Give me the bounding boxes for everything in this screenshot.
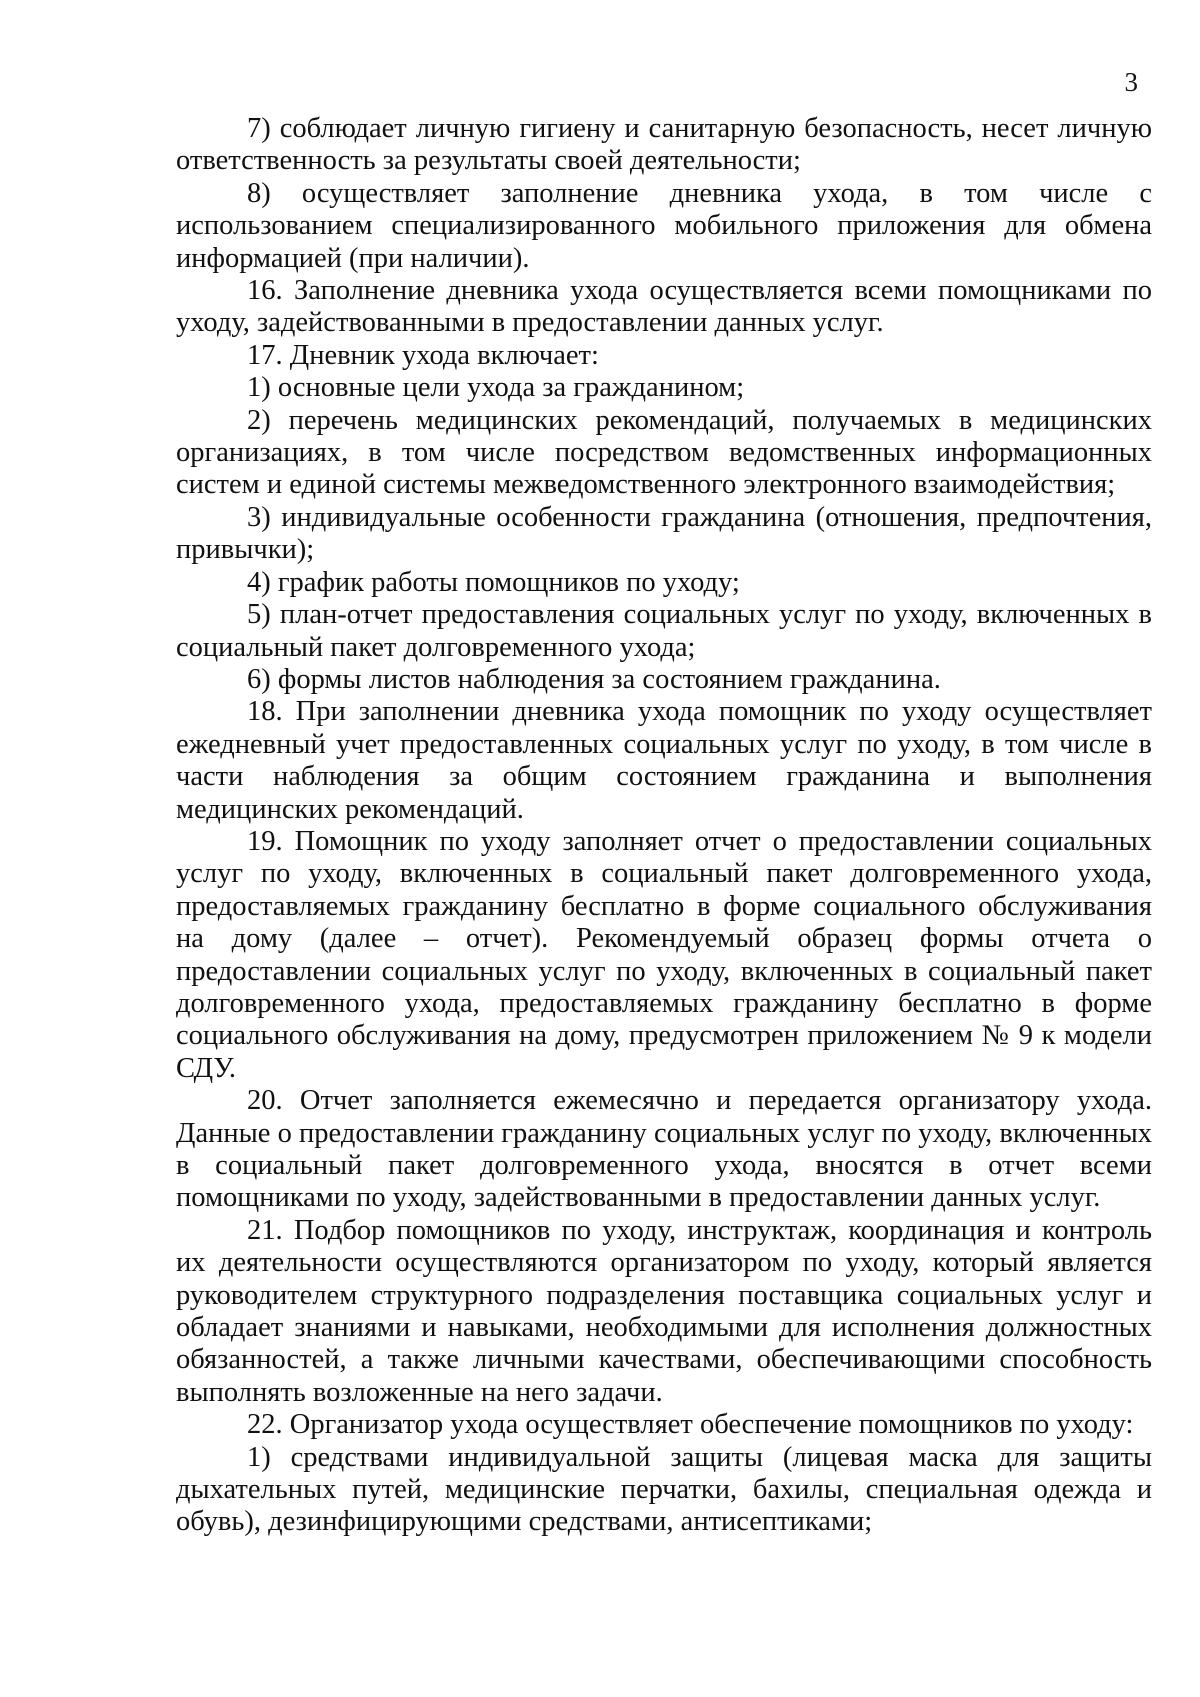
paragraph-17-item-5: 5) план-отчет предоставления социальных услуг по уходу, включенных в социальный пакет долговременного ухода; xyxy=(176,599,1152,663)
paragraph-19: 19. Помощник по уходу заполняет отчет о предоставлении социальных услуг по уходу, включенных в социальный пакет долговременного ухода, предоставляемых гражданину бесплатно в форме социального обслуживания на дому (далее – отчет). Рекомендуемый образец формы отчета о предоставлении социальных услуг по уходу, включенных в социальный пакет долговременного ухода, предоставляемых гражданину бесплатно в форме социального обслуживания на дому, предусмотрен приложением № 9 к модели СДУ. xyxy=(176,825,1152,1084)
paragraph-20: 20. Отчет заполняется ежемесячно и передается организатору ухода. Данные о предоставлении гражданину социальных услуг по уходу, включенных в социальный пакет долговременного ухода, вносятся в отчет всеми помощниками по уходу, задействованными в предоставлении данных услуг. xyxy=(176,1085,1152,1214)
paragraph-21: 21. Подбор помощников по уходу, инструктаж, координация и контроль их деятельности осуществляются организатором по уходу, который является руководителем структурного подразделения поставщика социальных услуг и обладает знаниями и навыками, необходимыми для исполнения должностных обязанностей, а также личными качествами, обеспечивающими способность выполнять возложенные на него задачи. xyxy=(176,1214,1152,1408)
paragraph-17-item-3: 3) индивидуальные особенности гражданина (отношения, предпочтения, привычки); xyxy=(176,501,1152,566)
paragraph-18: 18. При заполнении дневника ухода помощник по уходу осуществляет ежедневный учет предоставленных социальных услуг по уходу, в том числе в части наблюдения за общим состоянием гражданина и выполнения медицинских рекомендаций. xyxy=(176,696,1152,825)
page-number: 3 xyxy=(1124,67,1138,97)
paragraph-17-item-6: 6) формы листов наблюдения за состоянием гражданина. xyxy=(247,663,941,695)
paragraph-17: 17. Дневник ухода включает: xyxy=(247,339,599,371)
paragraph-22-item-1: 1) средствами индивидуальной защиты (лицевая маска для защиты дыхательных путей, медицинские перчатки, бахилы, специальная одежда и обувь), дезинфицирующими средствами, антисептиками; xyxy=(176,1441,1152,1538)
paragraph-17-item-4: 4) график работы помощников по уходу; xyxy=(247,566,740,598)
document-body xyxy=(176,113,1152,1539)
paragraph-item-7: 7) соблюдает личную гигиену и санитарную безопасность, несет личную ответственность за результаты своей деятельности; xyxy=(176,113,1152,177)
paragraph-17-item-1: 1) основные цели ухода за гражданином; xyxy=(247,372,745,404)
paragraph-item-8: 8) осуществляет заполнение дневника ухода, в том числе с использованием специализированного мобильного приложения для обмена информацией (при наличии). xyxy=(176,177,1152,274)
paragraph-22: 22. Организатор ухода осуществляет обеспечение помощников по уходу: xyxy=(247,1409,1134,1441)
paragraph-17-item-2: 2) перечень медицинских рекомендаций, получаемых в медицинских организациях, в том числе посредством ведомственных информационных систем и единой системы межведомственного электронного взаимодействия; xyxy=(176,404,1152,501)
paragraph-16: 16. Заполнение дневника ухода осуществляется всеми помощниками по уходу, задействованными в предоставлении данных услуг. xyxy=(176,275,1152,339)
